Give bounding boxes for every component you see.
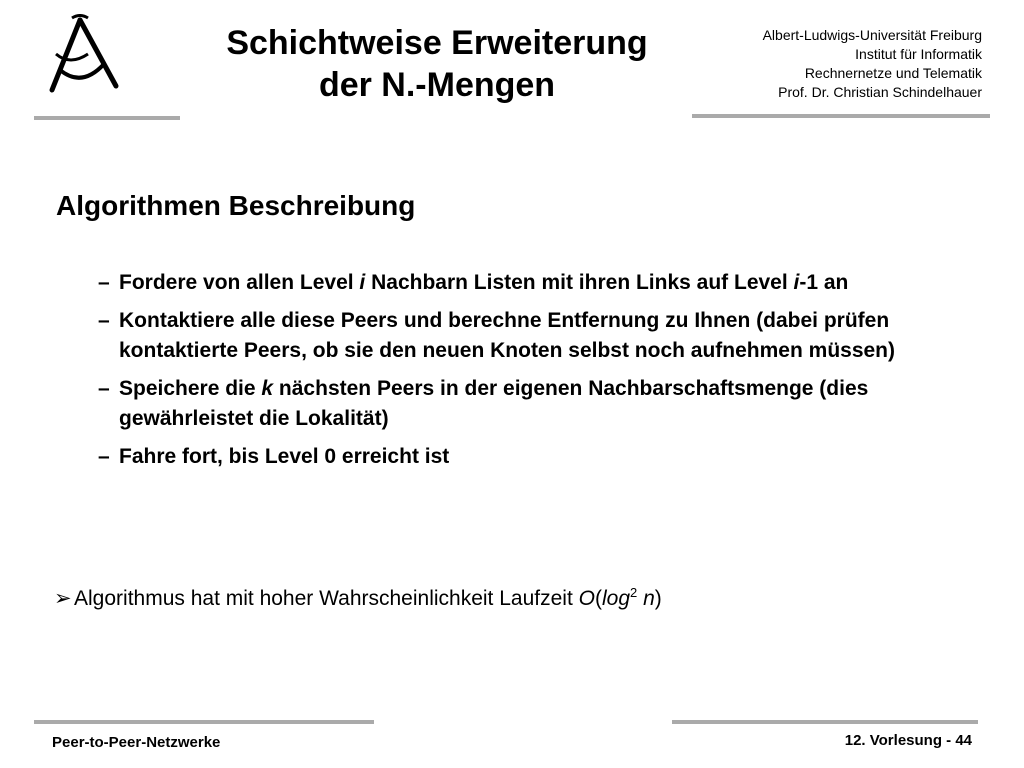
dash-bullet-icon: – xyxy=(98,377,110,400)
university-logo-icon xyxy=(42,14,126,94)
header-rule-right xyxy=(692,114,990,118)
affiliation-professor: Prof. Dr. Christian Schindelhauer xyxy=(778,84,982,100)
big-o-symbol: O xyxy=(578,587,595,610)
bullet-item xyxy=(98,268,978,298)
footer-rule-right xyxy=(672,720,978,724)
bullet-item xyxy=(98,374,978,434)
slide-title-line-2: der N.-Mengen xyxy=(318,66,556,104)
slide-title xyxy=(182,22,692,106)
conclusion-line xyxy=(54,578,662,614)
bullet-text: Nachbarn Listen mit ihren Links auf Level xyxy=(365,271,794,294)
log-symbol: log xyxy=(601,587,630,610)
footer-lecture-page: 12. Vorlesung - 44 xyxy=(844,732,972,749)
bullet-text: Kontaktiere alle diese Peers und berechne Entfernung zu Ihnen (dabei prüfen kontaktierte Peers, ob sie den neuen Knoten selbst noch aufnehmen müssen) xyxy=(119,309,896,362)
dash-bullet-icon: – xyxy=(98,309,110,332)
header-rule-left xyxy=(34,116,180,120)
affiliation-block xyxy=(662,26,982,102)
n-symbol: n xyxy=(643,587,655,610)
footer-rule-left xyxy=(34,720,374,724)
affiliation-university: Albert-Ludwigs-Universität Freiburg xyxy=(762,27,982,43)
bullet-list xyxy=(98,268,978,480)
paren-open: ( xyxy=(594,587,602,610)
bullet-item xyxy=(98,306,978,366)
bullet-variable: i xyxy=(359,271,366,294)
section-heading: Algorithmen Beschreibung xyxy=(56,190,416,221)
dash-bullet-icon: – xyxy=(98,445,110,468)
conclusion-text: Algorithmus hat mit hoher Wahrscheinlichkeit Laufzeit xyxy=(74,587,579,610)
slide-title-line-1: Schichtweise Erweiterung xyxy=(226,24,648,62)
bullet-variable: k xyxy=(261,377,274,400)
paren-close: ) xyxy=(654,587,662,610)
dash-bullet-icon: – xyxy=(98,271,110,294)
arrow-bullet-icon: ➢ xyxy=(54,587,72,610)
affiliation-chair: Rechnernetze und Telematik xyxy=(804,65,982,81)
bullet-text: Fahre fort, bis Level 0 erreicht ist xyxy=(119,445,450,468)
bullet-text: Fordere von allen Level xyxy=(119,271,360,294)
exponent: 2 xyxy=(630,585,638,600)
bullet-variable: i xyxy=(793,271,800,294)
bullet-text: Speichere die xyxy=(119,377,262,400)
affiliation-institute: Institut für Informatik xyxy=(855,46,982,62)
footer-course-name: Peer-to-Peer-Netzwerke xyxy=(52,734,221,751)
bullet-text: nächsten Peers in der eigenen Nachbarschaftsmenge (dies gewährleistet die Lokalität) xyxy=(119,377,869,430)
bullet-item xyxy=(98,442,978,472)
bullet-text: -1 an xyxy=(799,271,849,294)
